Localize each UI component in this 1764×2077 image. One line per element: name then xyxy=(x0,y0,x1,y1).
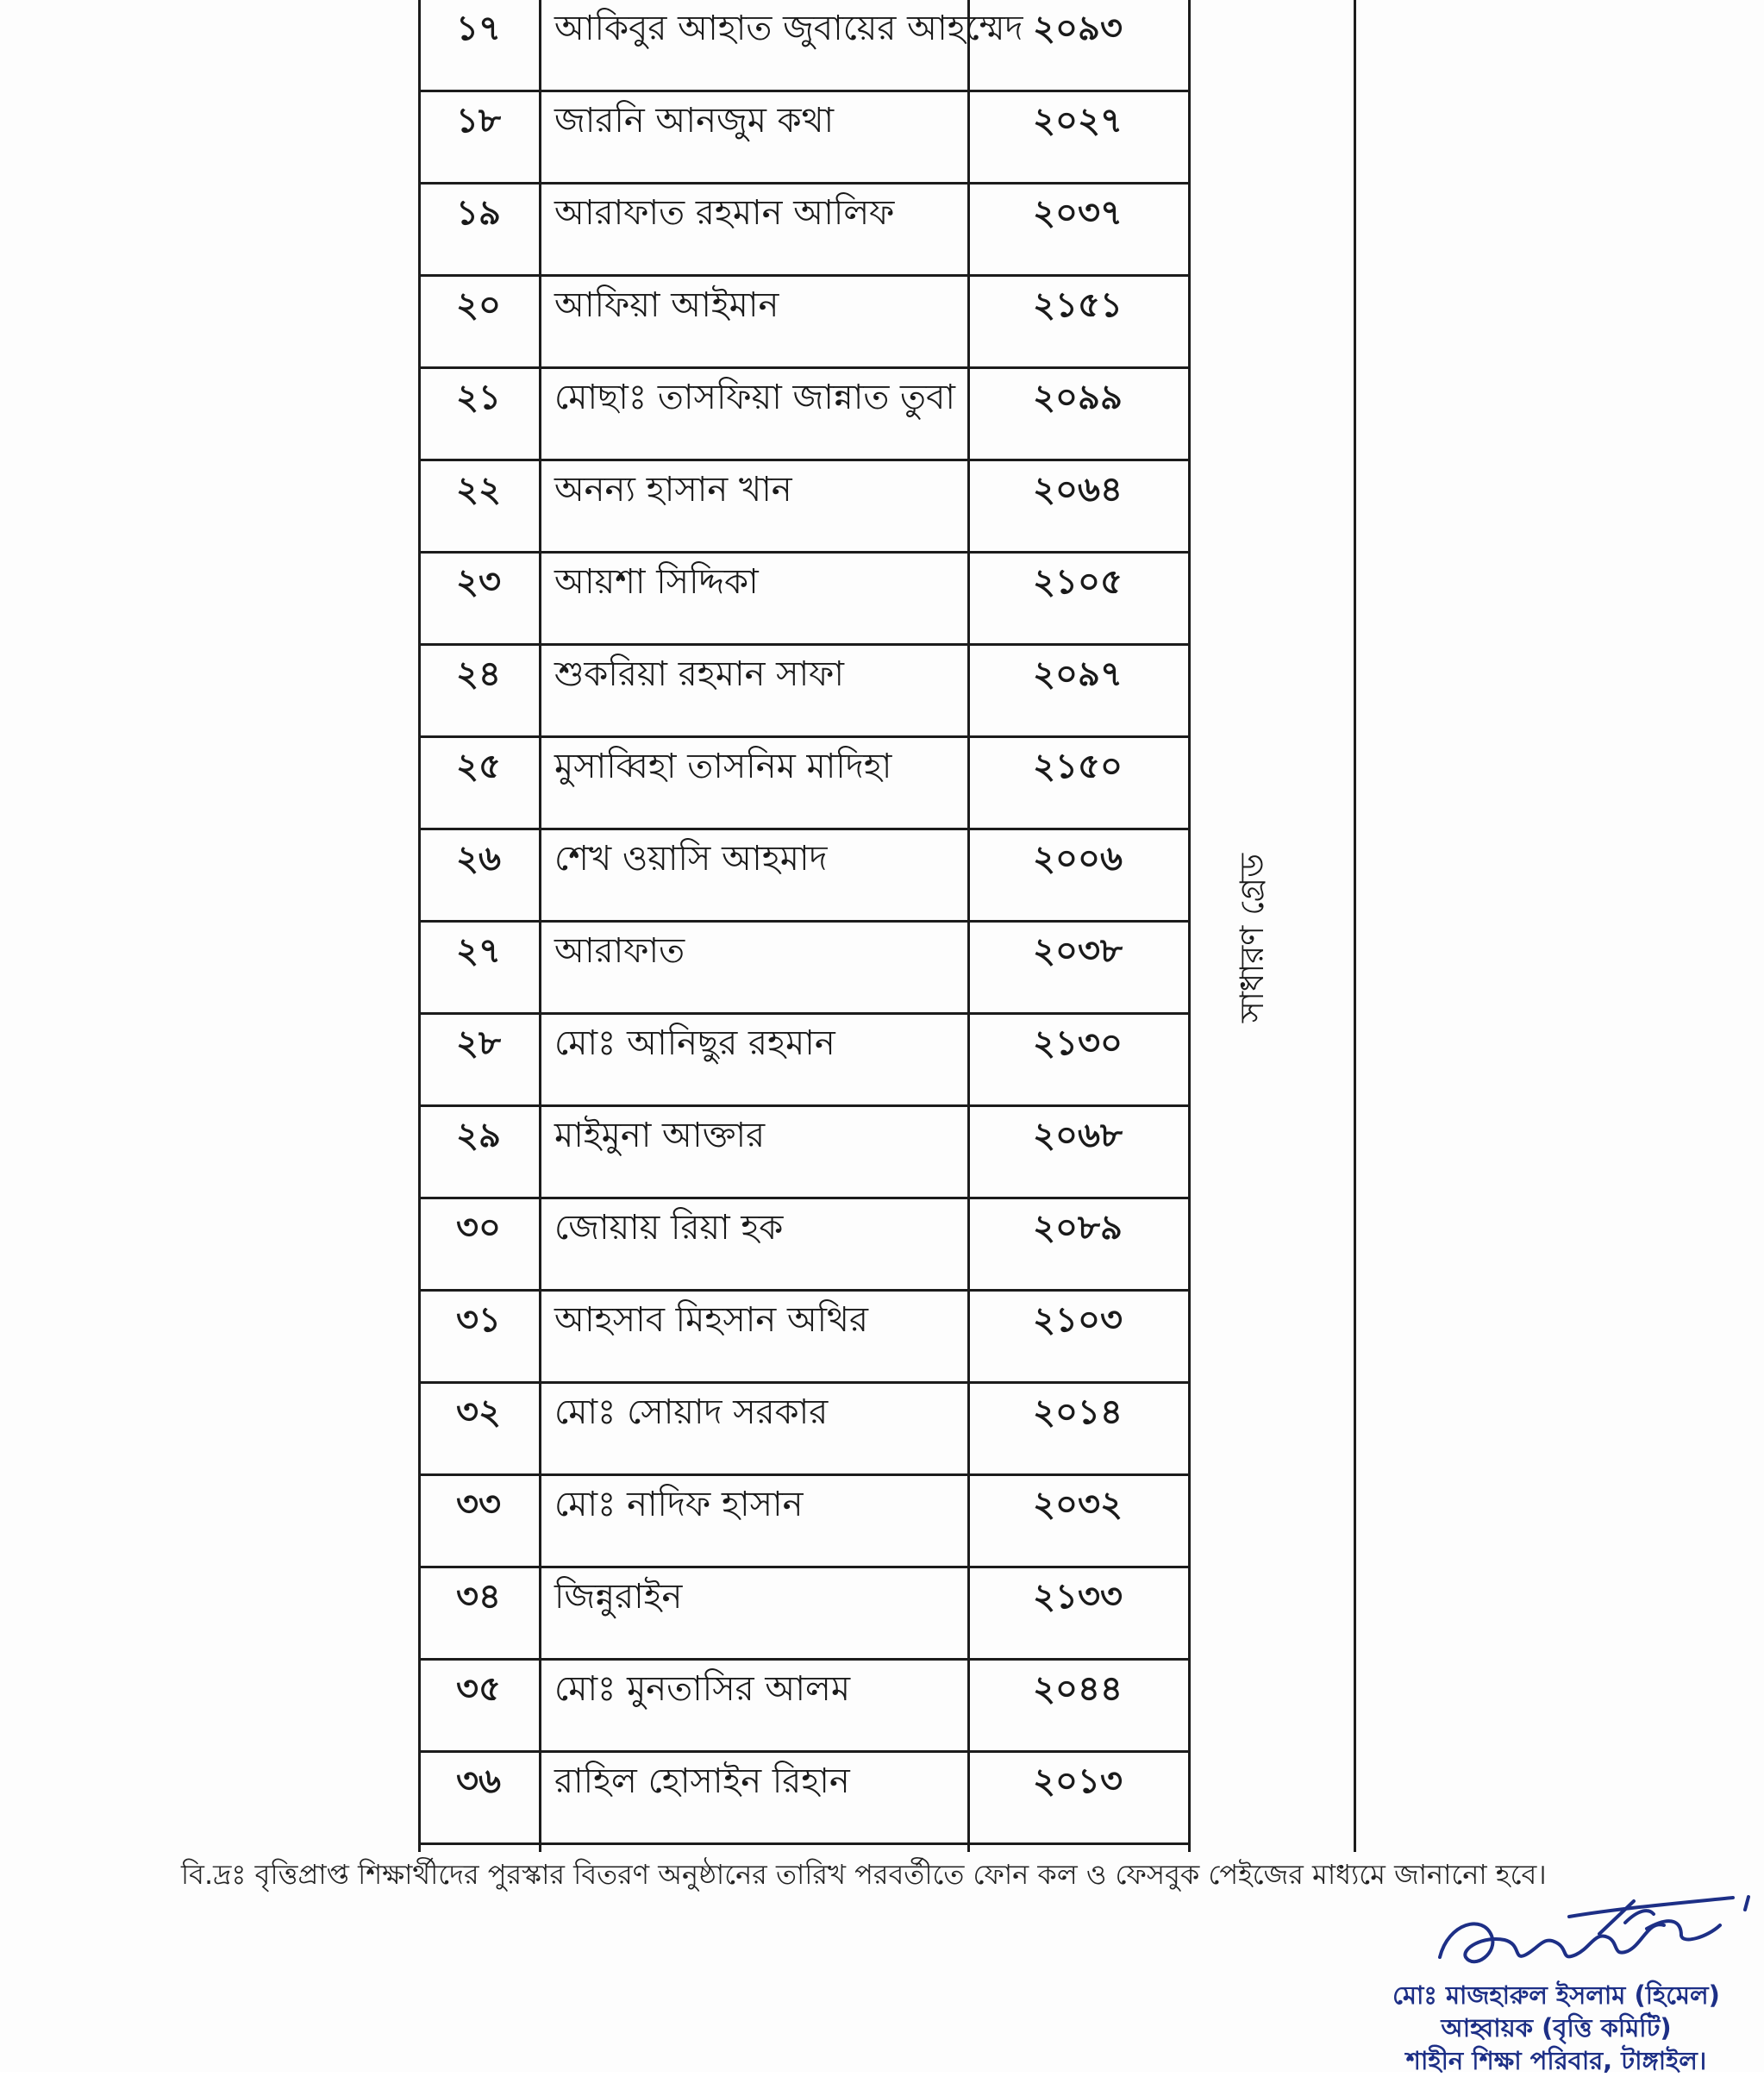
serial-cell: ৩৬ xyxy=(455,1761,501,1801)
student-name-cell: মাইমুনা আক্তার xyxy=(554,1116,766,1155)
roll-number-cell: ২০০৬ xyxy=(1032,839,1123,879)
table-row xyxy=(418,1753,1188,1845)
handwritten-signature xyxy=(1423,1875,1764,1996)
roll-number-cell: ২০৯৭ xyxy=(1033,654,1123,694)
signature-block xyxy=(1362,1979,1750,2077)
serial-cell: ৩১ xyxy=(456,1300,501,1340)
student-name-cell: রাহিল হোসাইন রিহান xyxy=(554,1761,850,1801)
roll-number-cell: ২০৯৯ xyxy=(1033,378,1123,417)
student-name-cell: মোঃ মুনতাসির আলম xyxy=(554,1669,851,1709)
serial-cell: ২৮ xyxy=(456,1023,501,1063)
scholarship-table xyxy=(418,0,1356,1852)
student-name-cell: অনন্য হাসান খান xyxy=(554,470,792,510)
student-name-cell: আহসাব মিহসান অথির xyxy=(554,1300,868,1340)
student-name-cell: আফিয়া আইমান xyxy=(554,285,779,325)
student-name-cell: আকিবুর আহাত জুবায়ের আহম্মেদ xyxy=(554,9,1023,48)
roll-number-cell: ২০২৭ xyxy=(1032,101,1123,141)
roll-number-cell: ২১৩৩ xyxy=(1033,1577,1123,1617)
table-row xyxy=(418,185,1188,277)
signatory-organization: শাহীন শিক্ষা পরিবার, টাঙ্গাইল। xyxy=(1405,2046,1707,2075)
serial-cell: ৩৩ xyxy=(455,1485,501,1524)
serial-cell: ১৭ xyxy=(456,9,501,48)
table-row xyxy=(418,830,1188,923)
grade-group-label: সাধারণ গ্রেড xyxy=(1233,853,1271,1023)
table-row xyxy=(418,92,1188,185)
roll-number-cell: ২০১৪ xyxy=(1033,1392,1123,1432)
student-name-cell: জোয়ায় রিয়া হক xyxy=(554,1208,784,1248)
table-row xyxy=(418,1384,1188,1476)
table-row xyxy=(418,738,1188,830)
roll-number-cell: ২০৯৩ xyxy=(1033,9,1123,48)
table-row xyxy=(418,1476,1188,1568)
roll-number-cell: ২০৬৪ xyxy=(1033,470,1123,510)
table-row xyxy=(418,461,1188,554)
serial-cell: ৩২ xyxy=(455,1392,501,1432)
table-row xyxy=(418,1199,1188,1292)
roll-number-cell: ২১০৫ xyxy=(1033,562,1123,602)
serial-cell: ১৯ xyxy=(456,193,501,233)
serial-cell: ২৪ xyxy=(456,654,501,694)
roll-number-cell: ২০৩২ xyxy=(1032,1485,1123,1524)
roll-group-divider xyxy=(1188,0,1191,1852)
serial-cell: ২২ xyxy=(455,470,501,510)
student-name-cell: জারনি আনজুম কথা xyxy=(554,101,835,141)
roll-number-cell: ২০৮৯ xyxy=(1033,1208,1123,1248)
roll-number-cell: ২০৪৪ xyxy=(1033,1669,1123,1709)
roll-number-cell: ২১৫১ xyxy=(1033,285,1123,325)
table-row xyxy=(418,0,1188,92)
student-name-cell: জিন্নুরাইন xyxy=(554,1577,683,1617)
roll-number-cell: ২১৩০ xyxy=(1033,1023,1123,1063)
table-row xyxy=(418,923,1188,1015)
signatory-name: মোঃ মাজহারুল ইসলাম (হিমেল) xyxy=(1392,1980,1720,2010)
footnote: বি.দ্রঃ বৃত্তিপ্রাপ্ত শিক্ষার্থীদের পুরস্কার বিতরণ অনুষ্ঠানের তারিখ পরবর্তীতে ফোন কল ও ফেসবুক পেইজের মাধ্যমে জানানো হবে। xyxy=(181,1858,1547,1891)
student-name-cell: মোঃ সোয়াদ সরকার xyxy=(554,1392,829,1432)
student-name-cell: মুসাব্বিহা তাসনিম মাদিহা xyxy=(554,747,892,786)
table-row xyxy=(418,1107,1188,1199)
table-row xyxy=(418,1015,1188,1107)
student-name-cell: আরাফাত xyxy=(554,931,685,971)
student-name-cell: মোঃ নাদিফ হাসান xyxy=(554,1485,804,1524)
roll-number-cell: ২০৩৭ xyxy=(1032,193,1123,233)
serial-cell: ২৯ xyxy=(456,1116,501,1155)
table-row xyxy=(418,369,1188,461)
table-row xyxy=(418,554,1188,646)
serial-cell: ২৭ xyxy=(455,931,501,971)
student-name-cell: শুকরিয়া রহমান সাফা xyxy=(554,654,845,694)
student-name-cell: মোঃ আনিছুর রহমান xyxy=(554,1023,835,1063)
roll-number-cell: ২১০৩ xyxy=(1033,1300,1123,1340)
serial-cell: ৩৫ xyxy=(456,1669,501,1709)
serial-cell: ২৩ xyxy=(455,562,501,602)
table-right-border xyxy=(1354,0,1356,1852)
roll-number-cell: ২০১৩ xyxy=(1033,1761,1123,1801)
serial-cell: ২৫ xyxy=(456,747,501,786)
serial-cell: ২০ xyxy=(455,285,501,325)
table-row xyxy=(418,1661,1188,1753)
roll-number-cell: ২০৬৮ xyxy=(1033,1116,1123,1155)
roll-number-cell: ২০৩৮ xyxy=(1033,931,1123,971)
table-row xyxy=(418,646,1188,738)
roll-number-cell: ২১৫০ xyxy=(1033,747,1123,786)
student-name-cell: শেখ ওয়াসি আহমাদ xyxy=(554,839,828,879)
serial-cell: ২৬ xyxy=(455,839,501,879)
table-row xyxy=(418,277,1188,369)
table-row xyxy=(418,1568,1188,1661)
student-name-cell: মোছাঃ তাসফিয়া জান্নাত তুবা xyxy=(554,378,955,417)
serial-cell: ৩০ xyxy=(455,1208,501,1248)
table-row xyxy=(418,1292,1188,1384)
signatory-title: আহ্বায়ক (বৃত্তি কমিটি) xyxy=(1441,2013,1672,2043)
serial-cell: ২১ xyxy=(456,378,501,417)
student-name-cell: আরাফাত রহমান আলিফ xyxy=(554,193,895,233)
student-name-cell: আয়শা সিদ্দিকা xyxy=(554,562,759,602)
serial-cell: ১৮ xyxy=(456,101,501,141)
serial-cell: ৩৪ xyxy=(456,1577,501,1617)
